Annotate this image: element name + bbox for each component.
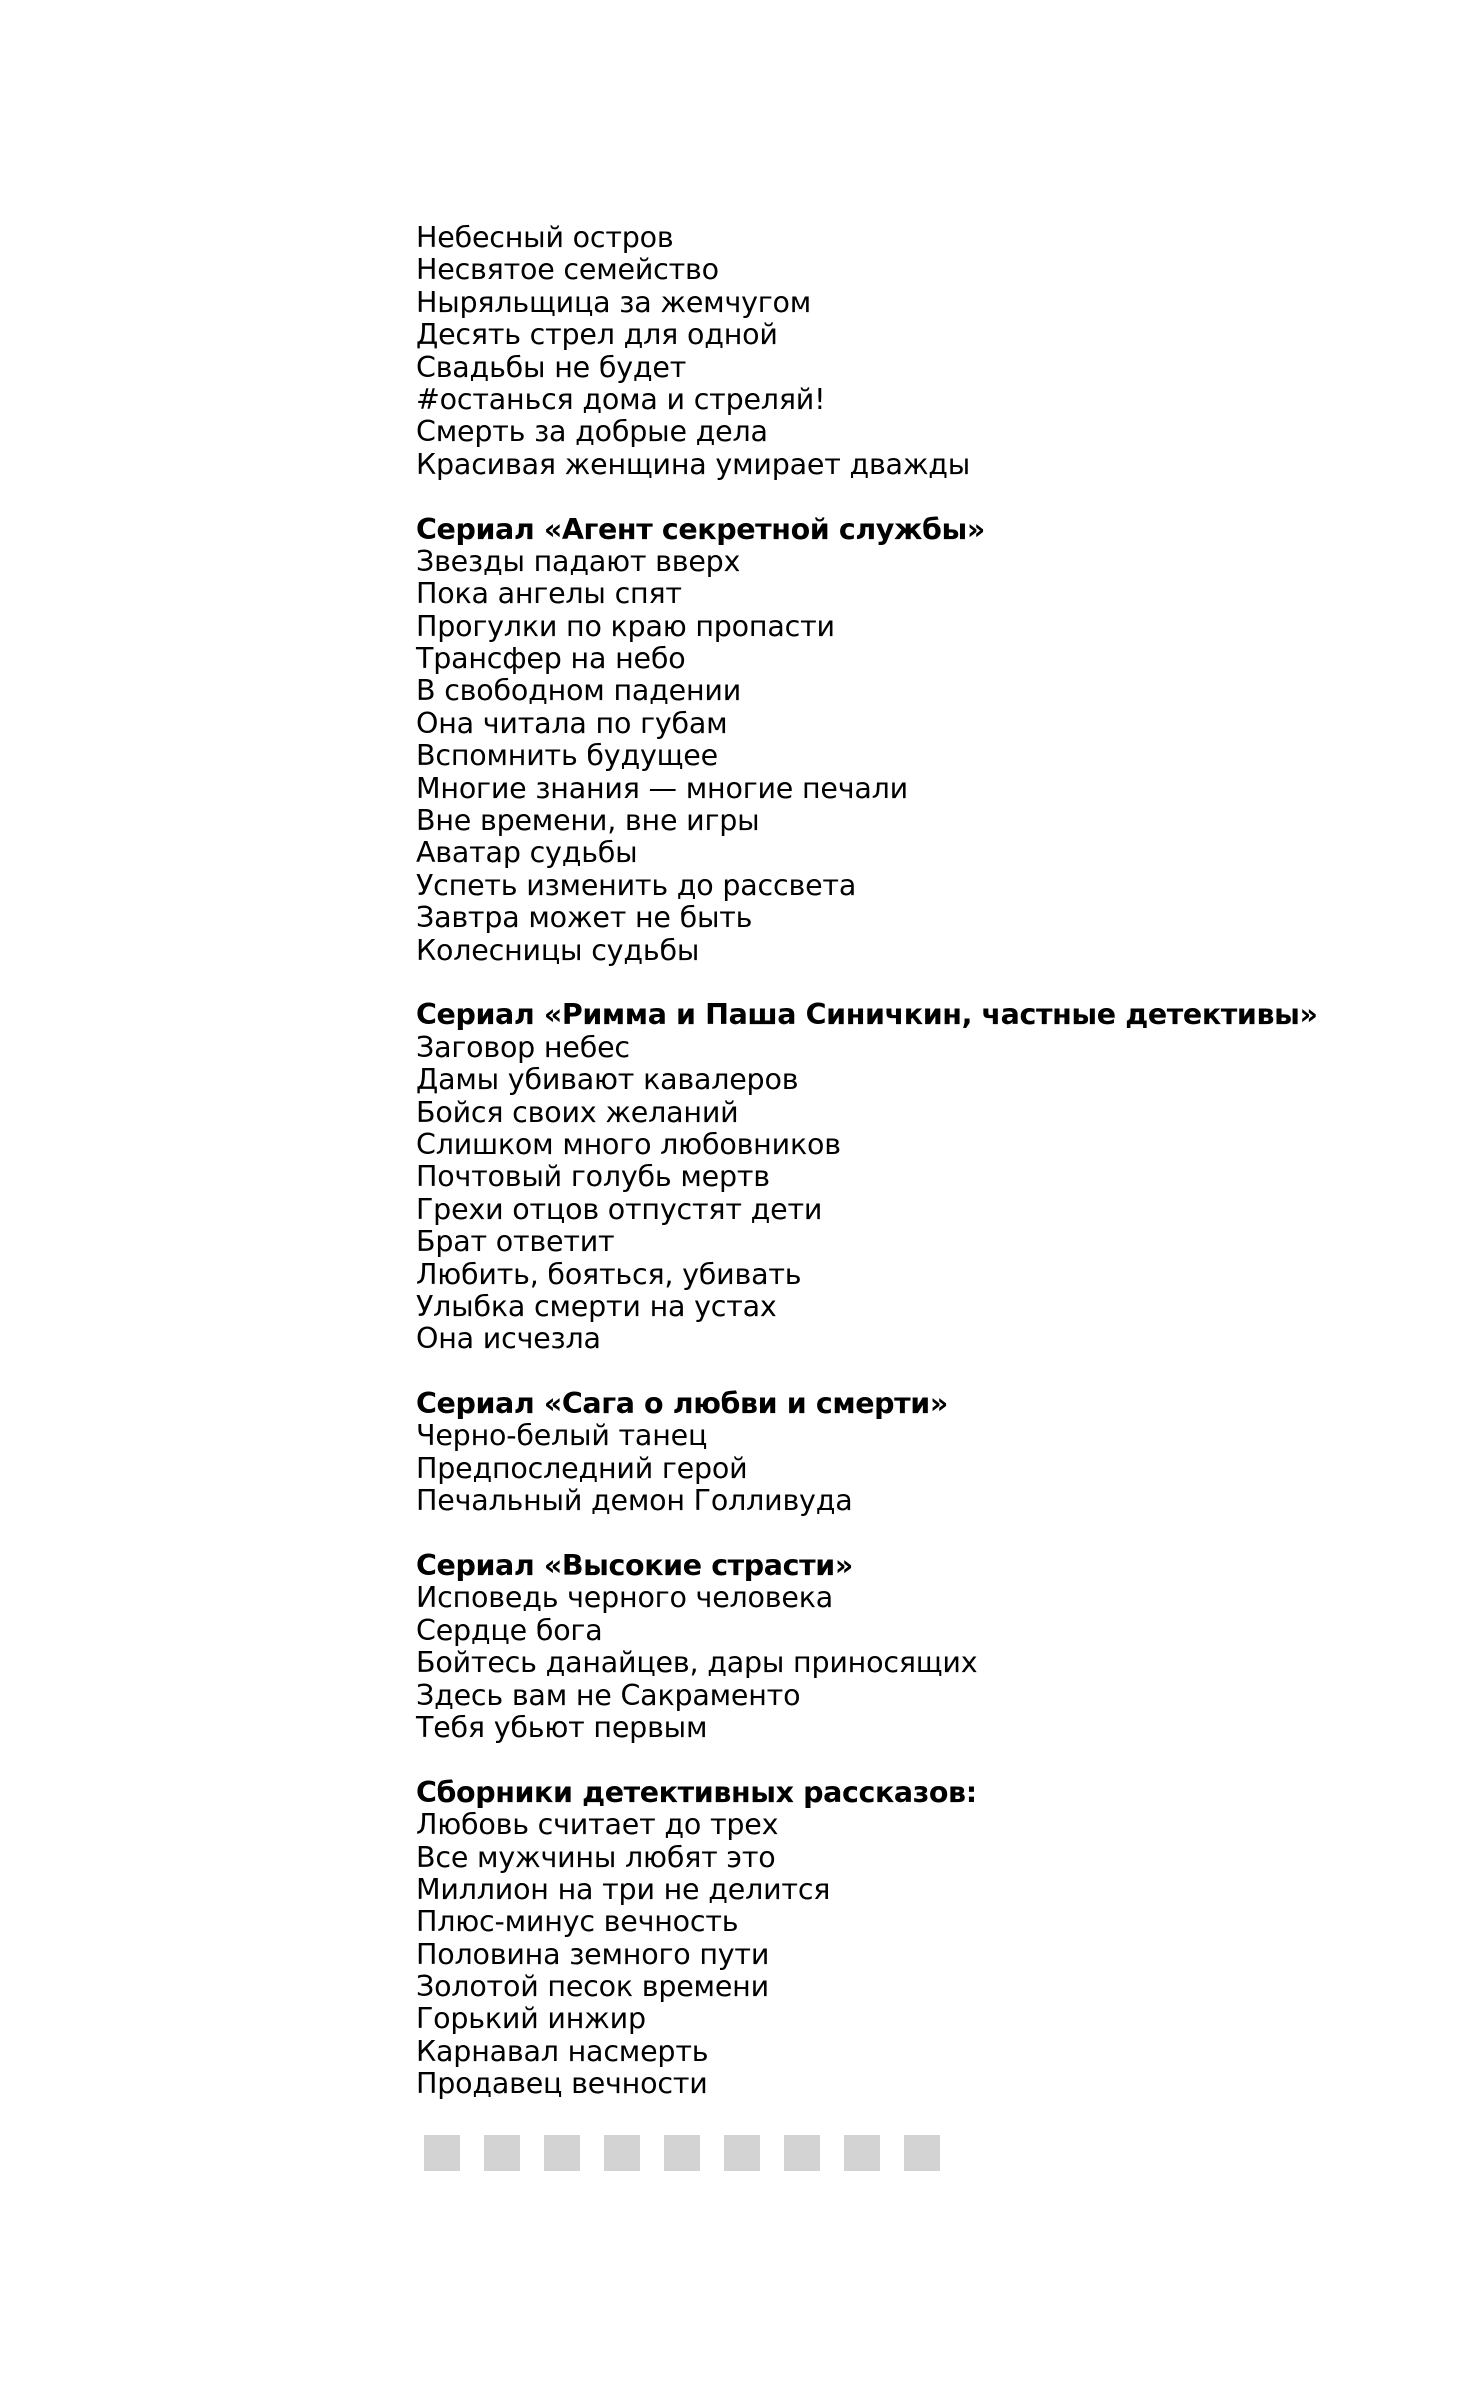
decorative-square bbox=[544, 2135, 580, 2171]
list-item: Колесницы судьбы bbox=[416, 933, 700, 967]
section-agent bbox=[416, 514, 1416, 967]
section-sinichkin bbox=[416, 999, 1416, 1355]
decorative-square bbox=[604, 2135, 640, 2171]
list-item: Продавец вечности bbox=[416, 2067, 708, 2101]
list-item: В свободном падении bbox=[416, 674, 742, 708]
list-item: Бойтесь данайцев, дары приносящих bbox=[416, 1646, 978, 1680]
list-item: Несвятое семейство bbox=[416, 253, 719, 287]
decorative-square bbox=[484, 2135, 520, 2171]
list-item: Ныряльщица за жемчугом bbox=[416, 285, 812, 319]
list-item: Золотой песок времени bbox=[416, 1970, 769, 2004]
list-item: Слишком много любовников bbox=[416, 1127, 841, 1161]
list-item: Бойся своих желаний bbox=[416, 1095, 739, 1129]
list-item: Любовь считает до трех bbox=[416, 1808, 779, 1842]
section-heading: Сериал «Высокие страсти» bbox=[416, 1549, 853, 1583]
book-list bbox=[416, 222, 1416, 2101]
decorative-square bbox=[904, 2135, 940, 2171]
list-item: Она исчезла bbox=[416, 1322, 601, 1356]
list-item: Завтра может не быть bbox=[416, 901, 753, 935]
list-item: Прогулки по краю пропасти bbox=[416, 609, 835, 643]
list-item: Сердце бога bbox=[416, 1613, 603, 1647]
decorative-square bbox=[844, 2135, 880, 2171]
list-item: Все мужчины любят это bbox=[416, 1840, 776, 1874]
list-item: Почтовый голубь мертв bbox=[416, 1160, 770, 1194]
list-item: Горький инжир bbox=[416, 2002, 646, 2036]
list-item: Предпоследний герой bbox=[416, 1451, 748, 1485]
list-item: Аватар судьбы bbox=[416, 836, 638, 870]
list-item: Здесь вам не Сакраменто bbox=[416, 1678, 801, 1712]
decorative-square bbox=[724, 2135, 760, 2171]
section-high-passions bbox=[416, 1550, 1416, 1744]
section-heading: Сериал «Агент секретной службы» bbox=[416, 512, 985, 546]
list-item: Красивая женщина умирает дважды bbox=[416, 447, 971, 481]
list-item: Пока ангелы спят bbox=[416, 577, 682, 611]
list-item: Небесный остров bbox=[416, 221, 674, 254]
decorative-square bbox=[664, 2135, 700, 2171]
list-item: Печальный демон Голливуда bbox=[416, 1484, 853, 1518]
list-item: Многие знания — многие печали bbox=[416, 771, 908, 805]
list-item: Брат ответит bbox=[416, 1225, 615, 1259]
decorative-square bbox=[424, 2135, 460, 2171]
list-item: Тебя убьют первым bbox=[416, 1710, 708, 1744]
list-item: Плюс-минус вечность bbox=[416, 1905, 739, 1939]
decorative-square bbox=[784, 2135, 820, 2171]
list-item: #останься дома и стреляй! bbox=[416, 382, 826, 416]
list-item: Половина земного пути bbox=[416, 1937, 770, 1971]
list-item: Она читала по губам bbox=[416, 706, 728, 740]
list-item: Звезды падают вверх bbox=[416, 544, 741, 578]
section-saga bbox=[416, 1388, 1416, 1518]
list-item: Дамы убивают кавалеров bbox=[416, 1063, 799, 1097]
list-item: Смерть за добрые дела bbox=[416, 415, 768, 449]
list-item: Карнавал насмерть bbox=[416, 2034, 709, 2068]
list-item: Вне времени, вне игры bbox=[416, 804, 760, 838]
list-item: Улыбка смерти на устах bbox=[416, 1289, 777, 1323]
list-item: Вспомнить будущее bbox=[416, 739, 718, 773]
section-heading: Сборники детективных рассказов: bbox=[416, 1775, 977, 1809]
section-short-stories bbox=[416, 1777, 1416, 2101]
list-item: Трансфер на небо bbox=[416, 642, 686, 676]
list-item: Черно-белый танец bbox=[416, 1419, 708, 1453]
intro-list bbox=[416, 222, 1416, 481]
list-item: Миллион на три не делится bbox=[416, 1872, 831, 1906]
section-heading: Сериал «Сага о любви и смерти» bbox=[416, 1387, 948, 1421]
list-item: Заговор небес bbox=[416, 1030, 630, 1064]
list-item: Исповедь черного человека bbox=[416, 1581, 833, 1615]
section-heading: Сериал «Римма и Паша Синичкин, частные детективы» bbox=[416, 998, 1318, 1032]
decorative-squares-row bbox=[424, 2135, 940, 2171]
list-item: Свадьбы не будет bbox=[416, 350, 687, 384]
list-item: Грехи отцов отпустят дети bbox=[416, 1192, 823, 1226]
list-item: Успеть изменить до рассвета bbox=[416, 868, 857, 902]
list-item: Десять стрел для одной bbox=[416, 318, 778, 352]
list-item: Любить, бояться, убивать bbox=[416, 1257, 802, 1291]
